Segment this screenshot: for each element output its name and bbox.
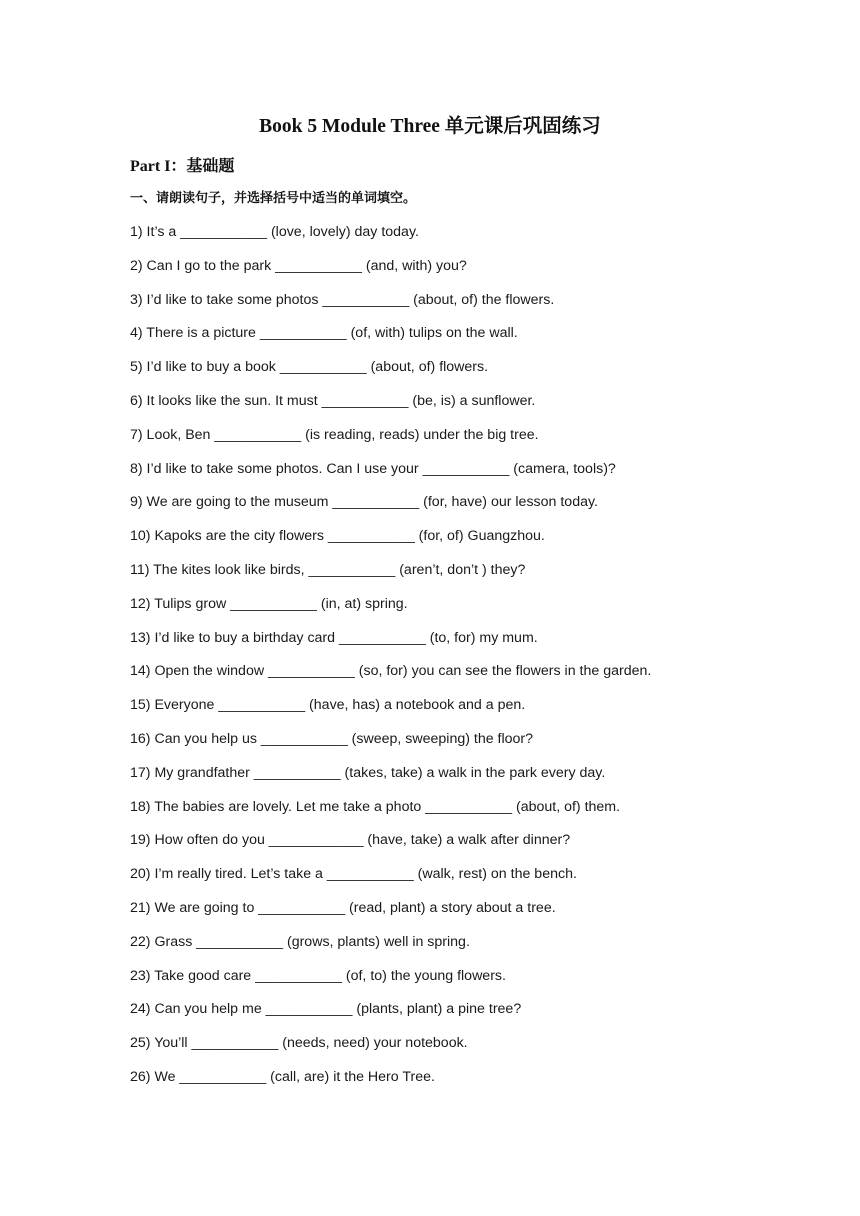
question-item: 21) We are going to ___________ (read, plant) a story about a tree. [130, 899, 556, 916]
question-item: 16) Can you help us ___________ (sweep, sweeping) the floor? [130, 730, 534, 747]
question-item: 9) We are going to the museum ___________ (for, have) our lesson today. [130, 494, 598, 511]
question-item: 15) Everyone ___________ (have, has) a notebook and a pen. [130, 697, 526, 714]
question-item: 13) I’d like to buy a birthday card ___________ (to, for) my mum. [130, 629, 538, 646]
question-item: 10) Kapoks are the city flowers ___________ (for, of) Guangzhou. [130, 528, 545, 545]
question-item: 12) Tulips grow ___________ (in, at) spring. [130, 595, 408, 612]
question-item: 3) I’d like to take some photos ___________ (about, of) the flowers. [130, 291, 555, 308]
question-item: 14) Open the window ___________ (so, for) you can see the flowers in the garden. [130, 663, 652, 680]
question-item: 19) How often do you ____________ (have, take) a walk after dinner? [130, 832, 571, 849]
part-heading: Part I：基础题 [130, 158, 235, 175]
question-item: 6) It looks like the sun. It must ___________ (be, is) a sunflower. [130, 392, 536, 409]
question-item: 25) You’ll ___________ (needs, need) your notebook. [130, 1035, 468, 1052]
section-instruction: 一、请朗读句子，并选择括号中适当的单词填空。 [130, 191, 417, 206]
question-item: 11) The kites look like birds, ___________ (aren’t, don’t ) they? [130, 561, 526, 578]
question-item: 23) Take good care ___________ (of, to) the young flowers. [130, 967, 506, 984]
question-item: 20) I’m really tired. Let’s take a ___________ (walk, rest) on the bench. [130, 866, 577, 883]
question-item: 26) We ___________ (call, are) it the Hero Tree. [130, 1068, 435, 1085]
question-item: 22) Grass ___________ (grows, plants) well in spring. [130, 933, 470, 950]
question-item: 18) The babies are lovely. Let me take a photo ___________ (about, of) them. [130, 798, 621, 815]
question-item: 1) It’s a ___________ (love, lovely) day today. [130, 224, 419, 240]
document-title: Book 5 Module Three 单元课后巩固练习 [259, 116, 601, 137]
question-item: 4) There is a picture ___________ (of, with) tulips on the wall. [130, 325, 518, 342]
question-item: 7) Look, Ben ___________ (is reading, reads) under the big tree. [130, 426, 539, 443]
question-item: 5) I’d like to buy a book ___________ (about, of) flowers. [130, 359, 489, 376]
question-item: 8) I’d like to take some photos. Can I use your ___________ (camera, tools)? [130, 460, 616, 477]
question-item: 17) My grandfather ___________ (takes, take) a walk in the park every day. [130, 764, 606, 781]
question-list [130, 222, 651, 1101]
question-item: 2) Can I go to the park ___________ (and, with) you? [130, 257, 467, 274]
question-item: 24) Can you help me ___________ (plants, plant) a pine tree? [130, 1001, 522, 1018]
